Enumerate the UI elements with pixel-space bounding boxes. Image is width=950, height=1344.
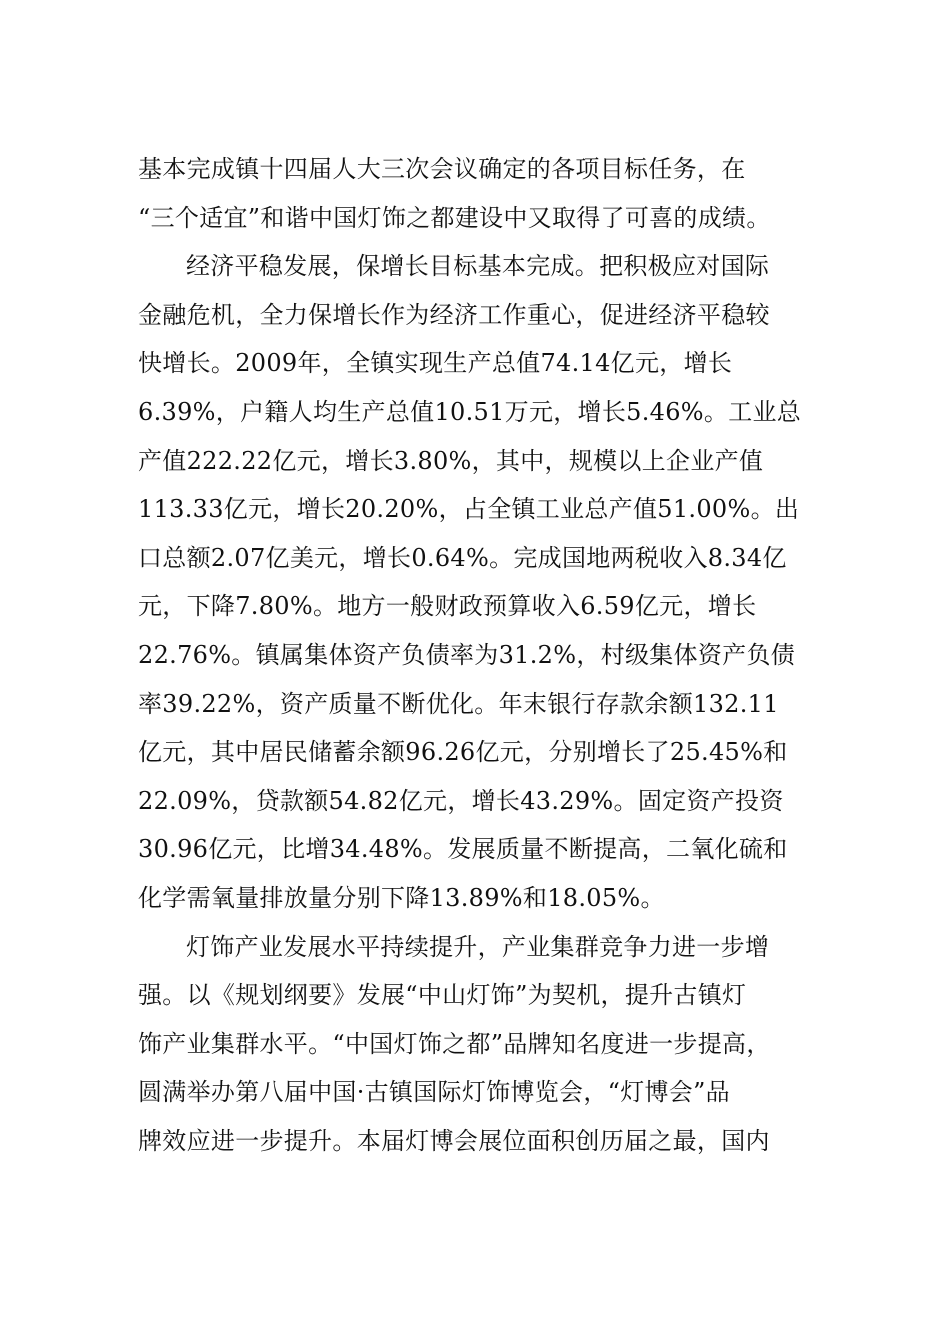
text-line: 6.39%，户籍人均生产总值10.51万元，增长5.46%。工业总 — [138, 397, 802, 426]
text-line: 圆满举办第八届中国·古镇国际灯饰博览会，“灯博会”品 — [138, 1078, 730, 1107]
text-line: “三个适宜”和谐中国灯饰之都建设中又取得了可喜的成绩。 — [138, 203, 771, 232]
text-line: 22.09%，贷款额54.82亿元，增长43.29%。固定资产投资 — [138, 786, 784, 815]
text-line: 饰产业集群水平。“中国灯饰之都”品牌知名度进一步提高， — [138, 1029, 771, 1058]
text-line: 元，下降7.80%。地方一般财政预算收入6.59亿元，增长 — [138, 592, 757, 621]
text-line: 率39.22%，资产质量不断优化。年末银行存款余额132.11 — [138, 689, 779, 718]
text-line: 产值222.22亿元，增长3.80%，其中，规模以上企业产值 — [138, 446, 764, 475]
text-line: 强。以《规划纲要》发展“中山灯饰”为契机，提升古镇灯 — [138, 981, 747, 1010]
paragraph-start-line: 经济平稳发展，保增长目标基本完成。把积极应对国际 — [186, 252, 770, 281]
text-line: 亿元，其中居民储蓄余额96.26亿元，分别增长了25.45%和 — [138, 738, 788, 767]
text-line: 113.33亿元，增长20.20%，占全镇工业总产值51.00%。出 — [138, 495, 800, 524]
text-line: 化学需氧量排放量分别下降13.89%和18.05%。 — [138, 883, 665, 912]
text-line: 牌效应进一步提升。本届灯博会展位面积创历届之最，国内 — [138, 1126, 770, 1155]
text-line: 金融危机，全力保增长作为经济工作重心，促进经济平稳较 — [138, 300, 770, 329]
text-line: 22.76%。镇属集体资产负债率为31.2%，村级集体资产负债 — [138, 640, 796, 669]
document-body — [138, 147, 828, 1167]
text-line: 30.96亿元，比增34.48%。发展质量不断提高，二氧化硫和 — [138, 835, 788, 864]
paragraph-start-line: 灯饰产业发展水平持续提升，产业集群竞争力进一步增 — [186, 932, 770, 961]
text-line: 口总额2.07亿美元，增长0.64%。完成国地两税收入8.34亿 — [138, 543, 787, 572]
text-line: 基本完成镇十四届人大三次会议确定的各项目标任务，在 — [138, 155, 746, 183]
text-line: 快增长。2009年，全镇实现生产总值74.14亿元，增长 — [138, 349, 733, 378]
